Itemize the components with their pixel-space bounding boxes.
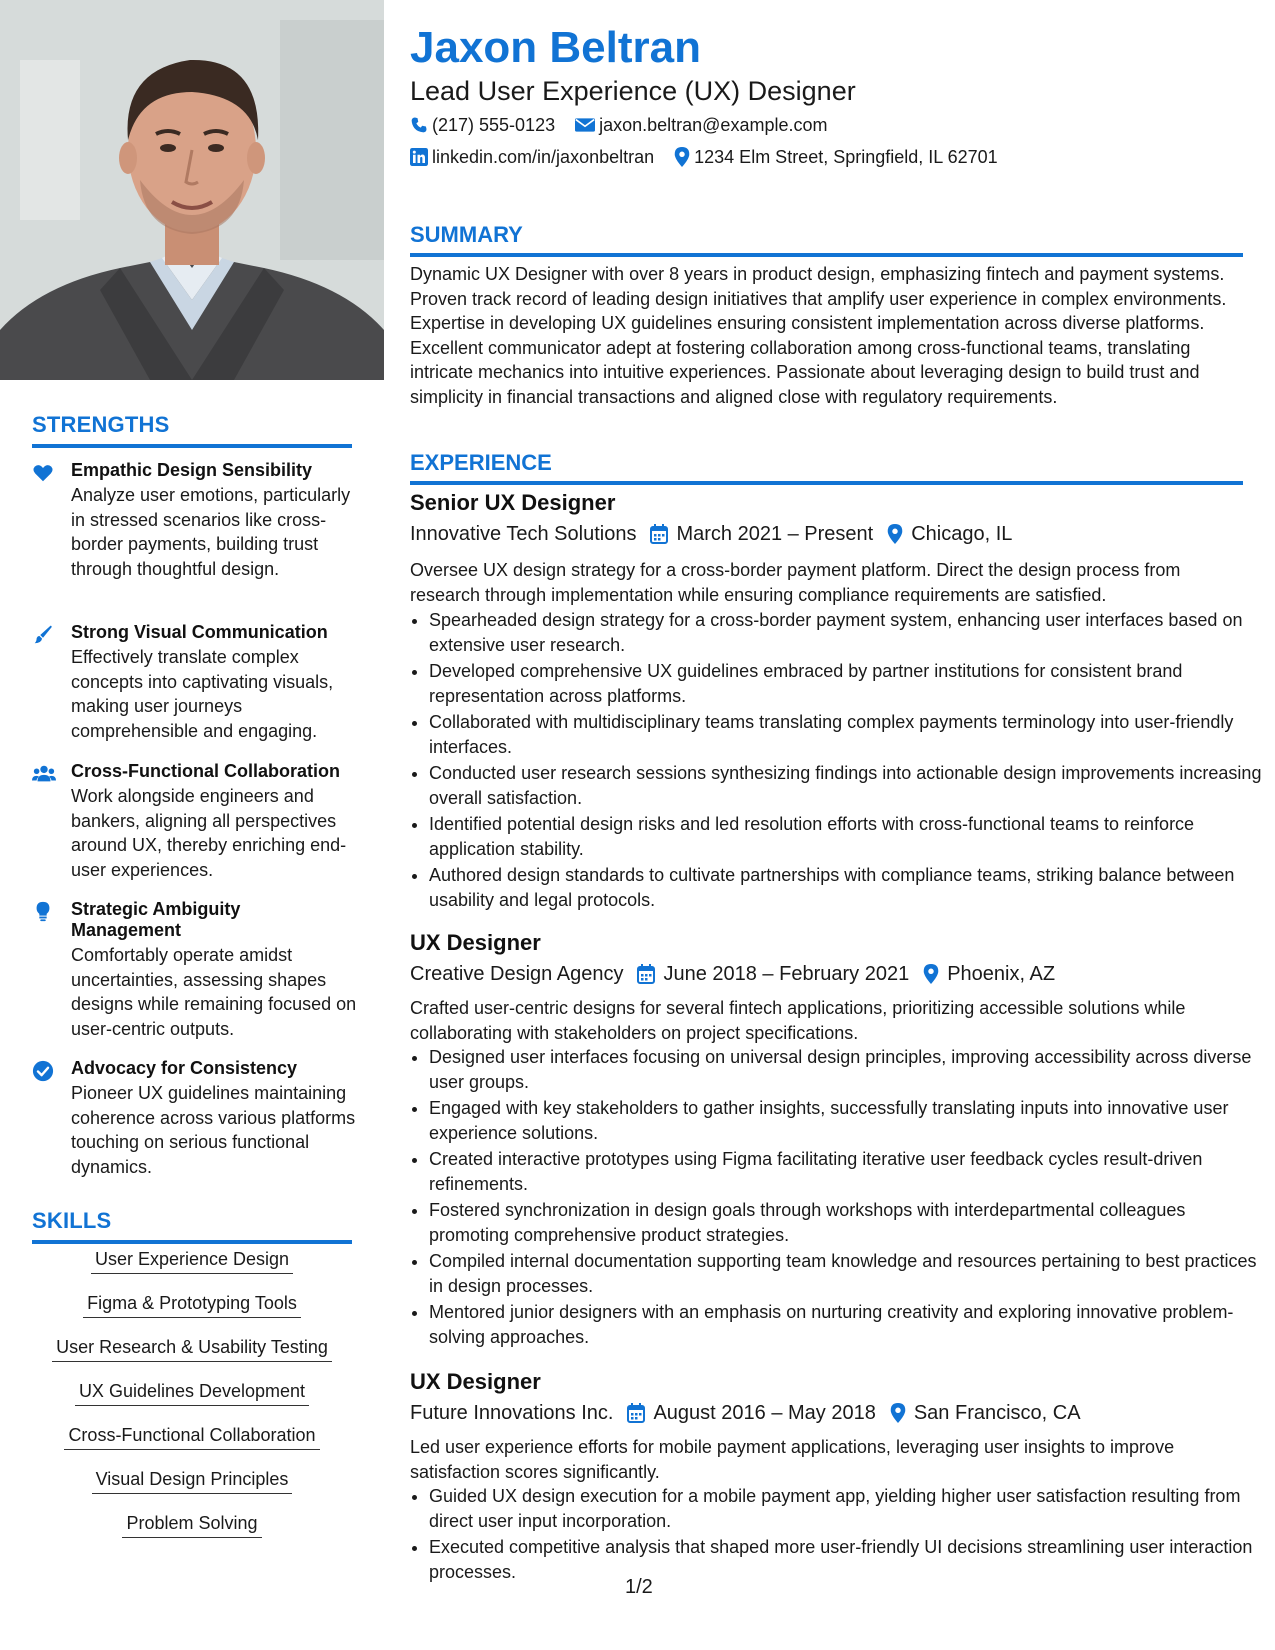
bullet-item: • Fostered synchronization in design goals through workshops with interdepartmental colleagues promoting comprehensive product strategies. [429, 1198, 1262, 1247]
profile-photo [0, 0, 384, 380]
strength-title: Advocacy for Consistency [71, 1058, 298, 1078]
strength-item [32, 622, 362, 743]
job-location-text: Chicago, IL [911, 523, 1013, 545]
bullet-item: • Identified potential design risks and led resolution efforts with cross-functional teams to reinforce application stability. [429, 812, 1262, 861]
skill-item: User Experience Design [91, 1248, 293, 1274]
bullet-item: • Compiled internal documentation supporting team knowledge and resources pertaining to best practices in design processes. [429, 1249, 1262, 1298]
summary-heading: SUMMARY [410, 222, 1243, 257]
strength-item [32, 899, 362, 1041]
contact-row [410, 114, 847, 136]
job-description: Led user experience efforts for mobile payment applications, leveraging user insights to improve satisfaction scores significantly. [410, 1437, 1175, 1482]
calendar-icon [650, 524, 668, 544]
job-meta [410, 1400, 1095, 1426]
job-title: UX Designer [410, 930, 541, 955]
email-contact[interactable] [575, 114, 827, 136]
skills-heading: SKILLS [32, 1208, 352, 1244]
phone-icon [410, 116, 428, 134]
job-title: Senior UX Designer [410, 490, 616, 515]
strength-item [32, 460, 362, 581]
address-text: 1234 Elm Street, Springfield, IL 62701 [694, 147, 998, 167]
check-circle-icon [32, 1060, 54, 1082]
bullet-item: • Spearheaded design strategy for a cross-border payment system, enhancing user interfaces based on extensive user research. [429, 608, 1262, 657]
envelope-icon [575, 117, 595, 133]
bullet-item: • Created interactive prototypes using Figma facilitating iterative user feedback cycles result-driven refinements. [429, 1147, 1262, 1196]
job-title: UX Designer [410, 1369, 541, 1394]
bullet-item: • Executed competitive analysis that shaped more user-friendly UI decisions streamlining user interaction processes. [429, 1535, 1262, 1584]
job-description: Crafted user-centric designs for several fintech applications, prioritizing accessible solutions while collaborating with stakeholders on project specifications. [410, 998, 1186, 1043]
linkedin-icon [410, 148, 428, 166]
job-location-text: San Francisco, CA [913, 1402, 1081, 1424]
candidate-name: Jaxon Beltran [410, 23, 701, 72]
skill-item: User Research & Usability Testing [52, 1336, 332, 1362]
bullet-item: • Guided UX design execution for a mobile payment app, yielding higher user satisfaction resulting from direct user input incorporation. [429, 1484, 1262, 1533]
job-location [923, 961, 1055, 987]
heart-icon [32, 462, 54, 484]
job-bullets [410, 608, 1262, 914]
job-dates [637, 961, 909, 987]
candidate-role: Lead User Experience (UX) Designer [410, 76, 856, 106]
job-meta [410, 521, 1026, 547]
job-dates [650, 521, 873, 547]
address-contact [674, 146, 998, 168]
skill-item: Cross-Functional Collaboration [64, 1424, 319, 1450]
bullet-item: • Developed comprehensive UX guidelines embraced by partner institutions for consistent brand representation across platforms. [429, 659, 1262, 708]
summary-text: Dynamic UX Designer with over 8 years in product design, emphasizing fintech and payment systems. Proven track record of leading design initiatives that amplify user experience in complex environments. Expertise in developing UX guidelines ensuring consistent implementation across diverse platforms. Excellent communicator adept at fostering collaboration among cross-functional teams, translating intricate mechanics into intuitive experiences. Passionate about leveraging design to build trust and simplicity in financial transactions and aligned close with regulatory requirements. [410, 264, 1227, 407]
company-name: Creative Design Agency [410, 963, 624, 985]
job-meta [410, 961, 1069, 987]
job-dates-text: March 2021 – Present [676, 523, 874, 545]
sidebar [0, 0, 384, 1650]
email-text: jaxon.beltran@example.com [599, 115, 828, 135]
calendar-icon [637, 964, 655, 984]
strength-desc: Effectively translate complex concepts into captivating visuals, making user journeys comprehensible and engaging. [71, 647, 334, 741]
job-bullets [410, 1484, 1262, 1586]
skill-item: Visual Design Principles [92, 1468, 293, 1494]
page-number: 1/2 [625, 1576, 653, 1598]
location-pin-icon [887, 524, 903, 544]
bullet-item: • Authored design standards to cultivate partnerships with compliance teams, striking balance between usability and legal protocols. [429, 863, 1262, 912]
contact-row-2 [410, 146, 1018, 168]
skill-item: UX Guidelines Development [75, 1380, 309, 1406]
bullet-item: • Collaborated with multidisciplinary teams translating complex payments terminology into user-friendly interfaces. [429, 710, 1262, 759]
phone-text: (217) 555-0123 [432, 115, 556, 135]
location-pin-icon [674, 147, 690, 167]
job-dates-text: June 2018 – February 2021 [663, 963, 910, 985]
strength-title: Strategic Ambiguity Management [71, 899, 241, 940]
skills-list [32, 1248, 352, 1556]
strength-desc: Work alongside engineers and bankers, aligning all perspectives around UX, thereby enriching end-user experiences. [71, 786, 347, 880]
job-description: Oversee UX design strategy for a cross-border payment platform. Direct the design process from research through implementation while ensuring compliance requirements are satisfied. [410, 560, 1181, 605]
job-location [887, 521, 1012, 547]
strength-item [32, 1058, 362, 1179]
portrait-illustration [0, 0, 384, 380]
skill-item: Figma & Prototyping Tools [83, 1292, 301, 1318]
calendar-icon [627, 1403, 645, 1423]
strength-desc: Analyze user emotions, particularly in stressed scenarios like cross-border payments, building trust through thoughtful design. [71, 485, 351, 579]
strengths-heading: STRENGTHS [32, 412, 352, 448]
linkedin-contact[interactable] [410, 146, 654, 168]
strength-item [32, 761, 362, 882]
strength-desc: Comfortably operate amidst uncertainties, assessing shapes designs while remaining focused on user-centric outputs. [71, 945, 357, 1039]
location-pin-icon [890, 1403, 906, 1423]
strength-title: Strong Visual Communication [71, 622, 328, 642]
skill-item: Problem Solving [122, 1512, 261, 1538]
job-bullets [410, 1045, 1262, 1351]
job-location [890, 1400, 1081, 1426]
phone-contact[interactable] [410, 114, 555, 136]
company-name: Future Innovations Inc. [410, 1402, 614, 1424]
job-location-text: Phoenix, AZ [947, 963, 1056, 985]
users-icon [32, 763, 54, 785]
job-dates [627, 1400, 875, 1426]
bullet-item: • Engaged with key stakeholders to gather insights, successfully translating inputs into innovative user experience solutions. [429, 1096, 1262, 1145]
lightbulb-icon [32, 901, 54, 923]
bullet-item: • Mentored junior designers with an emphasis on nurturing creativity and exploring innovative problem-solving approaches. [429, 1300, 1262, 1349]
linkedin-text: linkedin.com/in/jaxonbeltran [432, 147, 655, 167]
bullet-item: • Conducted user research sessions synthesizing findings into actionable design improvements increasing overall satisfaction. [429, 761, 1262, 810]
strength-title: Empathic Design Sensibility [71, 460, 313, 480]
paintbrush-icon [32, 624, 54, 646]
experience-heading: EXPERIENCE [410, 450, 1243, 485]
bullet-item: • Designed user interfaces focusing on universal design principles, improving accessibility across diverse user groups. [429, 1045, 1262, 1094]
job-dates-text: August 2016 – May 2018 [653, 1402, 876, 1424]
strength-desc: Pioneer UX guidelines maintaining coherence across various platforms touching on serious functional dynamics. [71, 1083, 356, 1177]
location-pin-icon [923, 964, 939, 984]
company-name: Innovative Tech Solutions [410, 523, 637, 545]
strength-title: Cross-Functional Collaboration [71, 761, 341, 781]
